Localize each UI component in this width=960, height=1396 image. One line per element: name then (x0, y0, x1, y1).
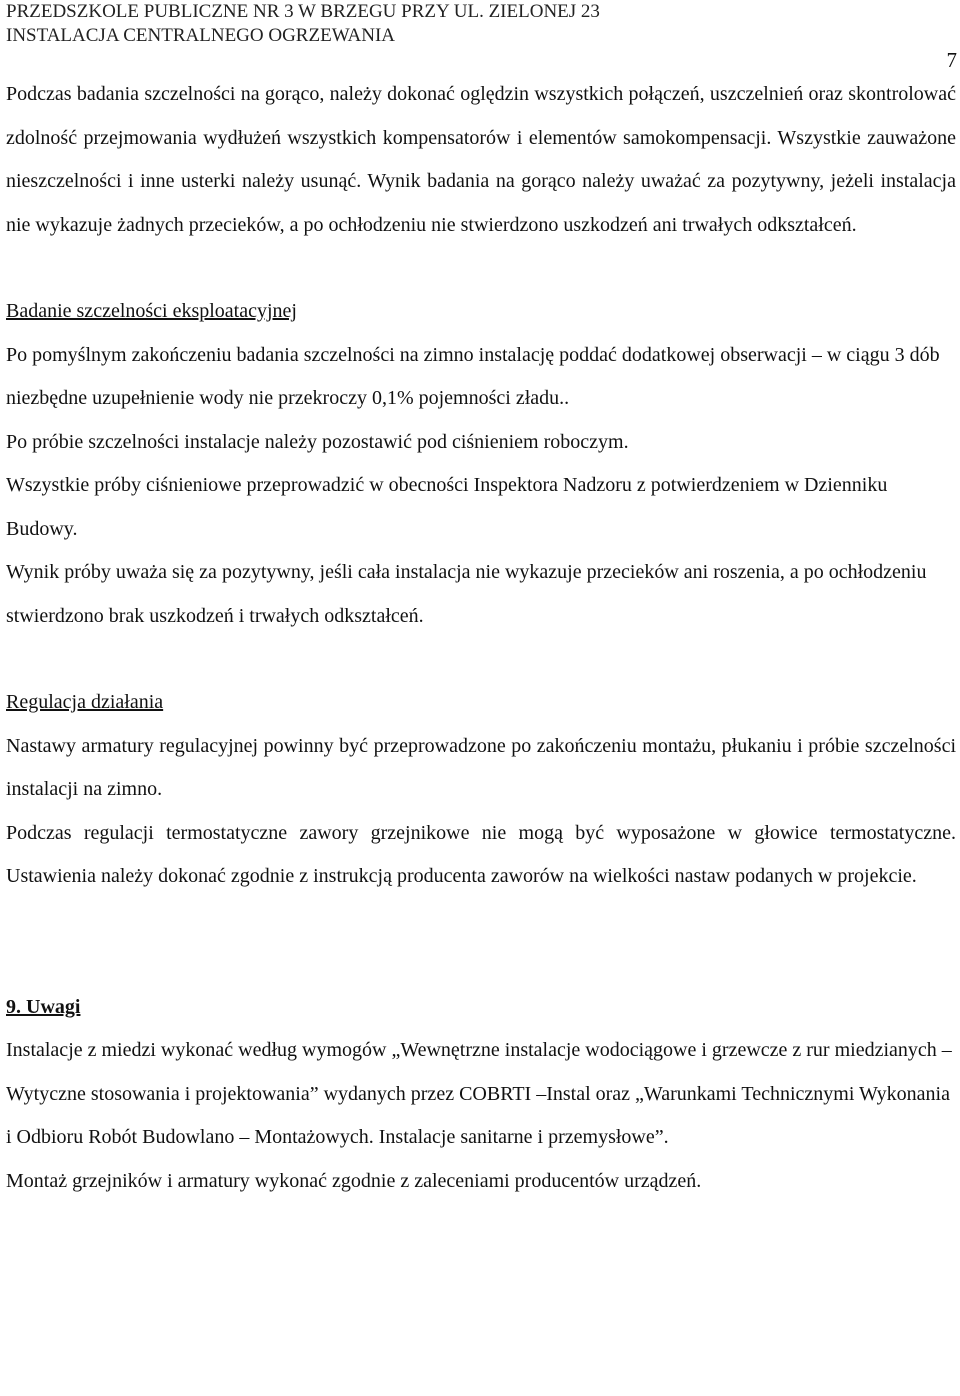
hot-test-paragraph: Podczas badania szczelności na gorąco, należy dokonać oględzin wszystkich połączeń, uszczelnień oraz skontrolować zdolność przejmowania wydłużeń wszystkich kompensatorów i elementów samokompensacji. Wszystkie zauważone nieszczelności i inne usterki należy usunąć. Wynik badania na gorąco należy uważać za pozytywny, jeżeli instalacja nie wykazuje żadnych przecieków, a po ochłodzeniu nie stwierdzono uszkodzeń ani trwałych odkształceń. (6, 83, 956, 236)
notes-paragraph-2: Montaż grzejników i armatury wykonać zgodnie z zaleceniami producentów urządzeń. (6, 1169, 702, 1192)
spacer (6, 638, 956, 681)
page-number: 7 (946, 48, 957, 72)
header-line-2: INSTALACJA CENTRALNEGO OGRZEWANIA (6, 25, 396, 46)
section-heading-regulation: Regulacja działania (6, 691, 164, 713)
regulation-paragraph-2: Podczas regulacji termostatyczne zawory grzejnikowe nie mogą być wyposażone w głowice termostatyczne. Ustawienia należy dokonać zgodnie z instrukcją producenta zaworów na wielkości nastaw podanych w projekcie. (6, 821, 956, 887)
spacer (6, 247, 956, 290)
header-line-1: PRZEDSZKOLE PUBLICZNE NR 3 W BRZEGU PRZY UL. ZIELONEJ 23 (6, 1, 600, 22)
document-header (6, 0, 600, 48)
spacer (6, 899, 956, 986)
notes-paragraph-1: Instalacje z miedzi wykonać według wymogów „Wewnętrzne instalacje wodociągowe i grzewcze z rur miedzianych – Wytyczne stosowania i projektowania” wydanych przez COBRTI –Instal oraz „Warunkami Technicznymi Wykonania i Odbioru Robót Budowlano – Montażowych. Instalacje sanitarne i przemysłowe”. (6, 1039, 952, 1148)
section-heading-notes: 9. Uwagi (6, 995, 81, 1018)
document-body (6, 73, 956, 1203)
regulation-paragraph-1: Nastawy armatury regulacyjnej powinny być przeprowadzone po zakończeniu montażu, płukaniu i próbie szczelności instalacji na zimno. (6, 734, 956, 800)
operational-test-paragraph-2: Po próbie szczelności instalacje należy pozostawić pod ciśnieniem roboczym. (6, 430, 629, 453)
operational-test-paragraph-4: Wynik próby uważa się za pozytywny, jeśli cała instalacja nie wykazuje przecieków ani roszenia, a po ochłodzeniu stwierdzono brak uszkodzeń i trwałych odkształceń. (6, 561, 927, 627)
operational-test-paragraph-3: Wszystkie próby ciśnieniowe przeprowadzić w obecności Inspektora Nadzoru z potwierdzeniem w Dzienniku Budowy. (6, 474, 888, 540)
operational-test-paragraph-1: Po pomyślnym zakończeniu badania szczelności na zimno instalację poddać dodatkowej obserwacji – w ciągu 3 dób niezbędne uzupełnienie wody nie przekroczy 0,1% pojemności zładu.. (6, 343, 940, 409)
section-heading-operational-test: Badanie szczelności eksploatacyjnej (6, 300, 297, 322)
